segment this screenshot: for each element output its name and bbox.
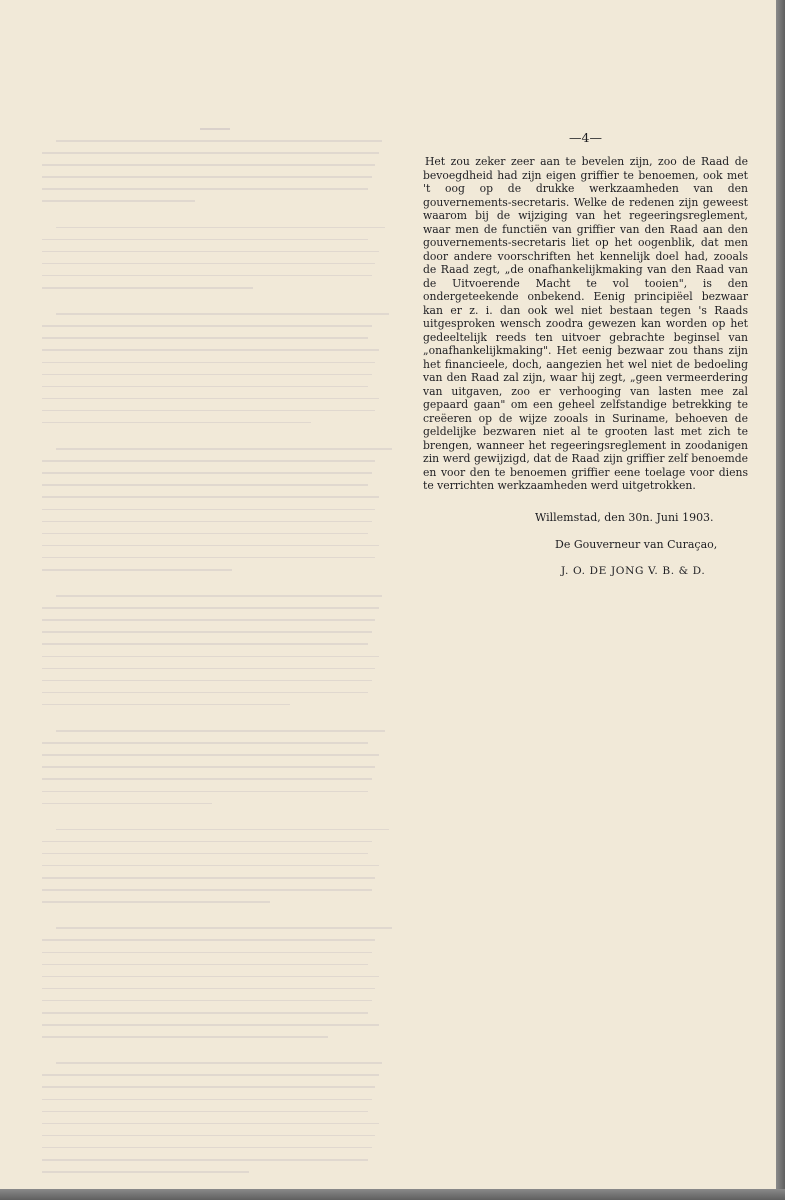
- bleed-through-line: [42, 164, 375, 166]
- bleed-through-line: [42, 766, 375, 768]
- bleed-through-line: [56, 1062, 382, 1064]
- bleed-through-gap: [42, 716, 382, 730]
- bleed-through-line: [42, 619, 375, 621]
- bleed-through-line: [42, 1012, 368, 1014]
- bleed-through-line: [42, 484, 368, 486]
- scan-edge-right: [776, 0, 785, 1200]
- bleed-through-line: [42, 1000, 372, 1002]
- bleed-through-line: [42, 263, 375, 265]
- bleed-through-line: [42, 176, 372, 178]
- bleed-through-line: [42, 1171, 249, 1173]
- bleed-through-line: [42, 742, 368, 744]
- bleed-through-line: [42, 200, 195, 202]
- bleed-through-line: [42, 509, 375, 511]
- bleed-through-line: [42, 877, 375, 879]
- bleed-through-line: [42, 422, 311, 424]
- bleed-through-gap: [42, 815, 382, 829]
- bleed-through-line: [42, 545, 379, 547]
- bleed-through-line: [42, 1099, 372, 1101]
- bleed-through-line: [42, 287, 253, 289]
- bleed-through-line: [42, 337, 368, 339]
- right-column: [423, 130, 748, 578]
- bleed-through-line: [42, 496, 379, 498]
- bleed-through-gap: [42, 299, 382, 313]
- bleed-through-line: [42, 557, 375, 559]
- bleed-through-line: [42, 607, 379, 609]
- place-and-date: Willemstad, den 30n. Juni 1903.: [535, 510, 714, 524]
- bleed-through-line: [56, 595, 382, 597]
- bleed-through-line: [42, 374, 372, 376]
- bleed-through-line: [42, 865, 379, 867]
- governor-title: De Gouverneur van Curaçao,: [555, 537, 718, 551]
- bleed-through-page-number: [200, 128, 230, 130]
- bleed-through-line: [42, 1074, 379, 1076]
- bleed-through-gap: [42, 434, 382, 448]
- signatory-name: J. O. DE JONG V. B. & D.: [561, 564, 706, 577]
- bleed-through-line: [42, 152, 379, 154]
- bleed-through-line: [42, 349, 379, 351]
- bleed-through-line: [42, 1159, 368, 1161]
- bleed-through-line: [42, 704, 290, 706]
- bleed-through-line: [42, 643, 368, 645]
- bleed-through-line: [42, 251, 379, 253]
- bleed-through-line: [42, 460, 375, 462]
- bleed-through-line: [42, 275, 372, 277]
- bleed-through-line: [42, 362, 375, 364]
- bleed-through-line: [42, 325, 372, 327]
- bleed-through-line: [42, 410, 375, 412]
- bleed-through-gap: [42, 213, 382, 227]
- bleed-through-line: [42, 656, 379, 658]
- bleed-through-line: [42, 521, 372, 523]
- bleed-through-line: [42, 889, 372, 891]
- bleed-through-line: [42, 472, 372, 474]
- bleed-through-line: [56, 313, 389, 315]
- bleed-through-line: [42, 952, 372, 954]
- bleed-through-line: [42, 976, 379, 978]
- bleed-through-line: [42, 533, 368, 535]
- bleed-through-line: [42, 988, 375, 990]
- bleed-through-line: [42, 692, 368, 694]
- bleed-through-line: [42, 668, 375, 670]
- bleed-through-line: [42, 791, 368, 793]
- bleed-through-line: [42, 853, 368, 855]
- bleed-through-line: [42, 1135, 375, 1137]
- bleed-through-line: [42, 1024, 379, 1026]
- bleed-through-line: [42, 239, 368, 241]
- bleed-through-line: [42, 901, 270, 903]
- bleed-through-line: [42, 386, 368, 388]
- bleed-through-line: [56, 927, 393, 929]
- bleed-through-line: [42, 569, 232, 571]
- bleed-through-line: [42, 964, 368, 966]
- bleed-through-line: [42, 188, 368, 190]
- bleed-through-line: [42, 1111, 368, 1113]
- bleed-through-line: [42, 754, 379, 756]
- bleed-through-line: [42, 841, 372, 843]
- bleed-through-line: [42, 1147, 372, 1149]
- bleed-through-line: [42, 778, 372, 780]
- bleed-through-line: [42, 398, 379, 400]
- page-number: —4—: [569, 130, 602, 145]
- bleed-through-line: [56, 730, 386, 732]
- bleed-through-line: [42, 1123, 379, 1125]
- bleed-through-text: [42, 140, 382, 1070]
- bleed-through-line: [56, 140, 382, 142]
- bleed-through-line: [42, 803, 212, 805]
- bleed-through-gap: [42, 581, 382, 595]
- bleed-through-line: [42, 680, 372, 682]
- bleed-through-gap: [42, 1048, 382, 1062]
- bleed-through-line: [56, 448, 393, 450]
- body-paragraph: Het zou zeker zeer aan te bevelen zijn, zoo de Raad de bevoegdheid had zijn eigen griffier te benoemen, ook met 't oog op de drukke werkzaamheden van den gouvernements-secretaris. Welke de redenen zijn geweest waarom bij de wijziging van het regeeringsreglement, waar men de functiën van griffier van den Raad aan den gouvernements-secretaris liet op het oogenblik, dat men door andere voorschriften het kennelijk doel had, zooals de Raad zegt, „de onafhankelijkmaking van den Raad van de Uitvoerende Macht te vol tooien", is den ondergeteekende onbekend. Eenig principiëel bezwaar kan er z. i. dan ook wel niet bestaan tegen 's Raads uitgesproken wensch zoodra gewezen kan worden op het gedeeltelijk reeds ten uitvoer gebrachte beginsel van „onafhankelijkmaking". Het eenig bezwaar zou thans zijn het financieele, doch, aangezien het wel niet de bedoeling van den Raad zal zijn, waar hij zegt, „geen vermeerdering van uitgaven, zoo er verhooging van lasten mee zal gepaard gaan" om een geheel zelfstandige betrekking te creëeren op de wijze zooals in Suriname, behoeven de geldelijke bezwaren niet al te grooten last met zich te brengen, wanneer het regeeringsreglement in zoodanigen zin werd gewijzigd, dat de Raad zijn griffier zelf benoemde en voor den te benoemen griffier eene toelage voor diens te verrichten werkzaamheden werd uitgetrokken.: [423, 155, 748, 492]
- bleed-through-line: [42, 631, 372, 633]
- bleed-through-line: [42, 1086, 375, 1088]
- bleed-through-gap: [42, 913, 382, 927]
- bleed-through-line: [42, 1036, 328, 1038]
- scan-edge-bottom: [0, 1189, 785, 1200]
- bleed-through-line: [56, 227, 386, 229]
- bleed-through-line: [56, 829, 389, 831]
- bleed-through-line: [42, 939, 375, 941]
